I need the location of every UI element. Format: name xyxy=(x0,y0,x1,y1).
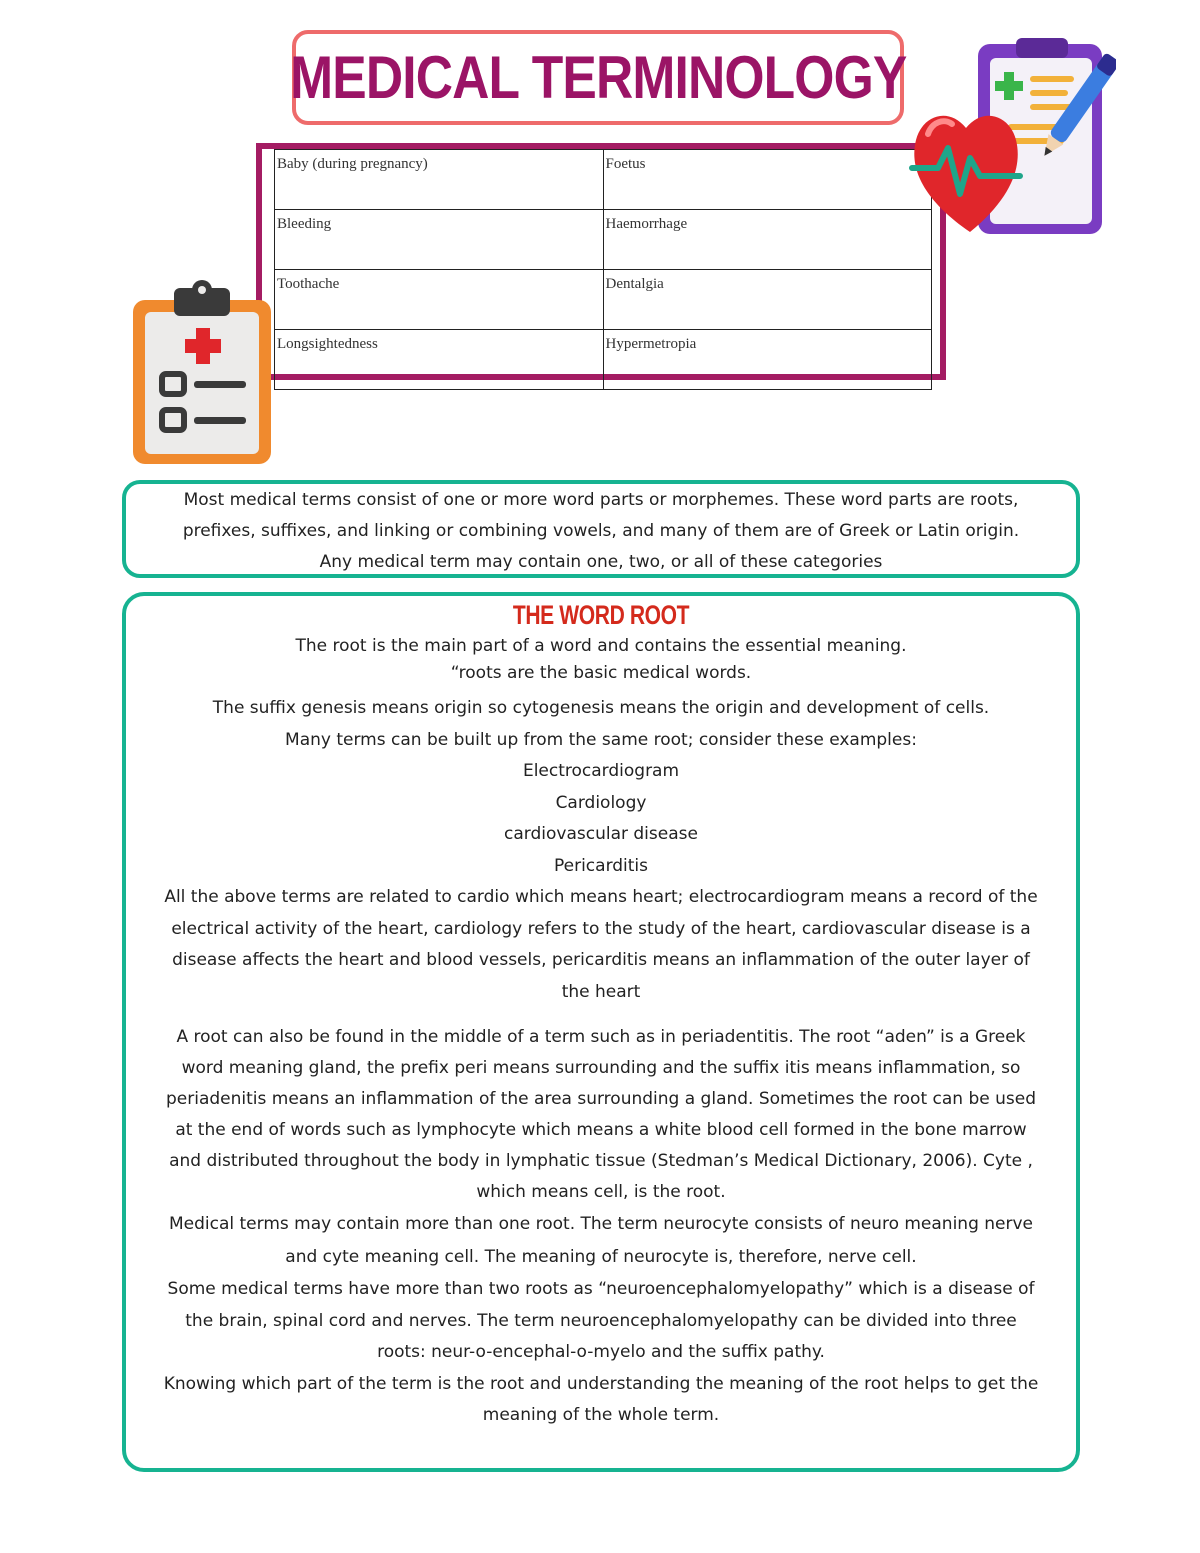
root-basic: “roots are the basic medical words. xyxy=(450,663,752,683)
word-root-box xyxy=(122,592,1080,1472)
root-paragraph-3: A root can also be found in the middle of a term such as in periadentitis. The root “aden” is a Greek word meaning gland, the prefix peri means surrounding and the suffix itis means inflammation, so periadenitis means an inflammation of the area surrounding a gland. Sometimes the root can be used at the end of words such as lymphocyte which means a white blood cell formed in the bone marrow and distributed throughout the body in lymphatic tissue (Stedman’s Medical Dictionary, 2006). Cyte , which means cell, is the root. xyxy=(165,1027,1037,1202)
terms-table xyxy=(274,149,932,390)
table-row xyxy=(275,150,932,210)
page-title: MEDICAL TERMINOLOGY xyxy=(289,44,907,111)
medical-term-cell: Dentalgia xyxy=(603,270,932,330)
common-term-cell: Baby (during pregnancy) xyxy=(275,150,604,210)
table-row xyxy=(275,330,932,390)
table-row xyxy=(275,210,932,270)
medical-checklist-clipboard-icon xyxy=(130,278,275,468)
root-paragraph-6: Knowing which part of the term is the root and understanding the meaning of the root helps to get the meaning of the whole term. xyxy=(163,1373,1039,1425)
root-definition: The root is the main part of a word and contains the essential meaning. xyxy=(295,636,907,656)
title-box xyxy=(289,30,907,125)
example-term: Electrocardiogram xyxy=(522,761,680,781)
root-paragraph-5: Some medical terms have more than two roots as “neuroencephalomyelopathy” which is a disease of the brain, spinal cord and nerves. The term neuroencephalomyelopathy can be divided into three roots: neur-o-encephal-o-myelo and the suffix pathy. xyxy=(167,1279,1035,1362)
example-term: Cardiology xyxy=(555,792,647,813)
example-term: cardiovascular disease xyxy=(504,824,698,844)
example-term: Pericarditis xyxy=(553,855,649,876)
common-term-cell: Toothache xyxy=(275,270,604,330)
root-paragraph-4: Medical terms may contain more than one root. The term neurocyte consists of neuro meaning nerve and cyte meaning cell. The meaning of neurocyte is, therefore, nerve cell. xyxy=(168,1214,1034,1267)
root-paragraph-2: All the above terms are related to cardio which means heart; electrocardiogram means a record of the electrical activity of the heart, cardiology refers to the study of the heart, cardiovascular disease is a disease affects the heart and blood vessels, pericarditis means an inflammation of the outer layer of the heart xyxy=(164,887,1038,1002)
medical-term-cell: Haemorrhage xyxy=(603,210,932,270)
medical-term-cell: Foetus xyxy=(603,150,932,210)
intro-box xyxy=(122,480,1080,578)
common-term-cell: Bleeding xyxy=(275,210,604,270)
intro-text: Most medical terms consist of one or more word parts or morphemes. These word parts are roots, prefixes, suffixes, and linking or combining vowels, and many of them are of Greek or Latin origin. Any medical term may contain one, two, or all of these categories xyxy=(182,490,1020,572)
table-row xyxy=(275,270,932,330)
root-paragraph-1: The suffix genesis means origin so cytogenesis means the origin and development of cells. Many terms can be built up from the same root; consider these examples: xyxy=(212,698,990,750)
section-title: THE WORD ROOT xyxy=(512,600,690,630)
medical-term-cell: Hypermetropia xyxy=(603,330,932,390)
heart-clipboard-icon xyxy=(908,36,1116,238)
common-term-cell: Longsightedness xyxy=(275,330,604,390)
terms-table-frame xyxy=(256,143,946,380)
examples-list xyxy=(162,756,1040,882)
